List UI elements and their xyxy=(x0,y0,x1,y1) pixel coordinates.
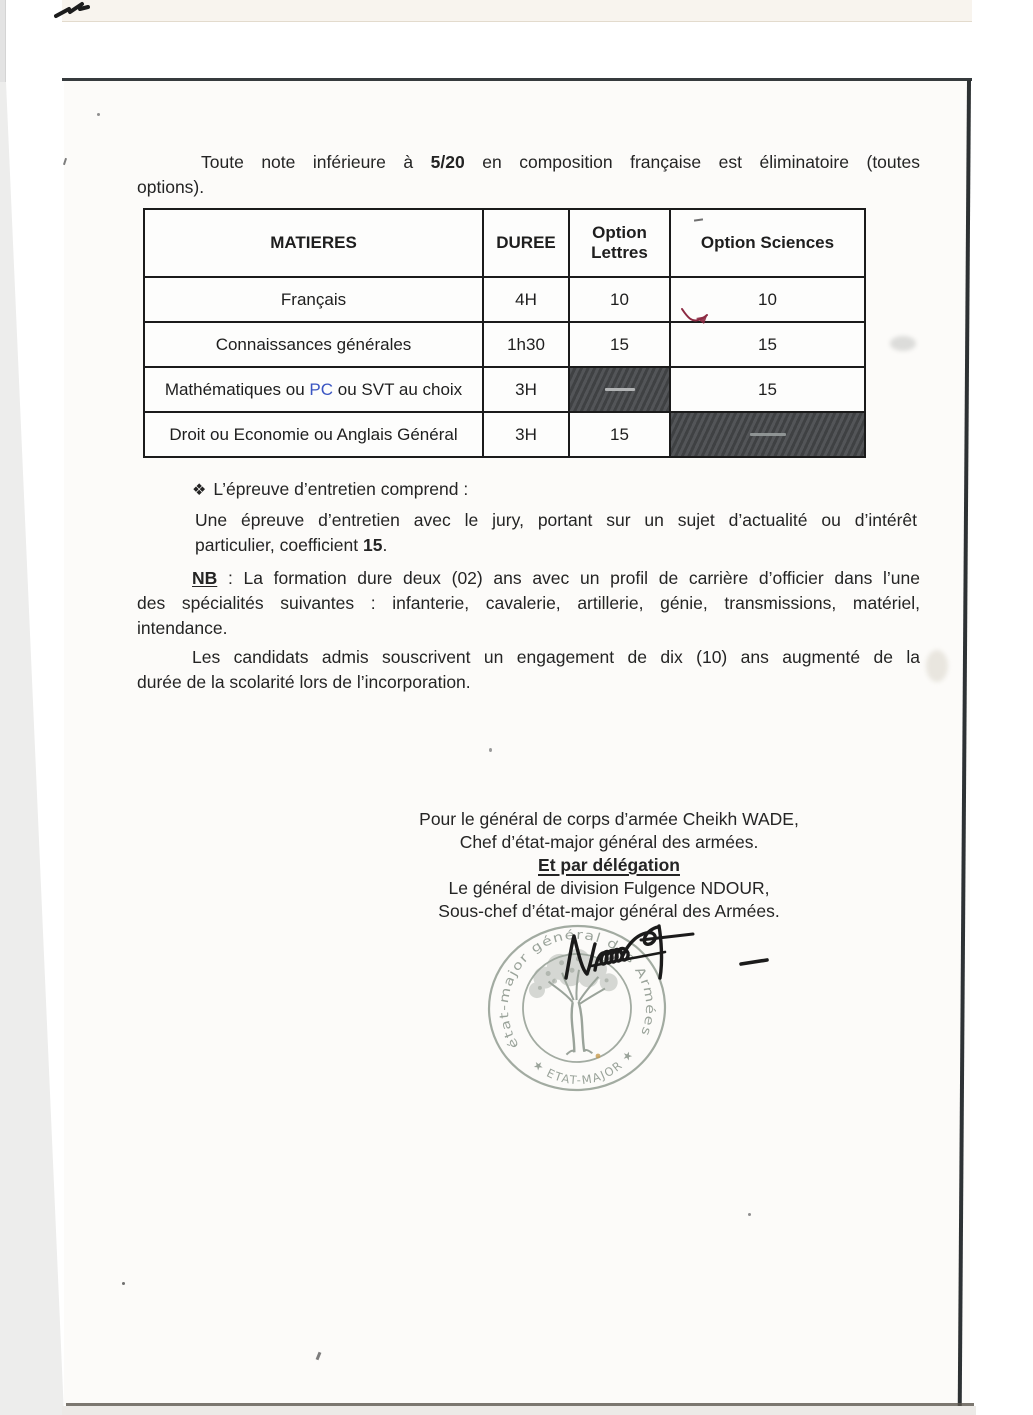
smudge xyxy=(926,650,948,682)
text-line: particulier, coefficient 15. xyxy=(195,535,388,555)
entretien-heading: ❖ L’épreuve d’entretien comprend : xyxy=(192,479,469,499)
delegate-name: Le général de division Fulgence NDOUR, xyxy=(448,878,770,898)
dash-mark xyxy=(750,433,786,436)
ink-speck xyxy=(596,1054,601,1059)
cell-duree: 3H xyxy=(483,367,569,412)
header-matieres: MATIERES xyxy=(144,209,483,277)
delegate-title: Sous-chef d’état-major général des Armées. xyxy=(438,901,780,921)
nb-label: NB xyxy=(192,568,218,588)
dash-mark xyxy=(605,388,635,391)
dust-speck xyxy=(748,1213,751,1216)
signature-block xyxy=(293,808,925,923)
entretien-paragraph xyxy=(195,508,917,558)
page-top-edge xyxy=(62,78,972,81)
bold-coefficient: 15 xyxy=(362,535,383,555)
stamp-ring-text: état-major général des Armées xyxy=(495,926,659,1052)
text-line: intendance. xyxy=(137,618,228,638)
intro-paragraph xyxy=(137,150,920,200)
redacted-cell xyxy=(670,412,865,457)
table-row xyxy=(144,367,865,412)
diamond-bullet-icon: ❖ xyxy=(192,480,207,499)
dust-speck xyxy=(97,113,100,116)
table-header-row xyxy=(144,209,865,277)
signatory-for: Pour le général de corps d’armée Cheikh WADE, xyxy=(419,809,799,829)
cell-duree: 4H xyxy=(483,277,569,322)
highlighted-subject: PC xyxy=(309,379,334,399)
text-line: des spécialités suivantes : infanterie, cavalerie, artillerie, génie, transmissions, matériel, xyxy=(137,593,920,613)
text-line: NB : La formation dure deux (02) ans avec un profil de carrière d’officier dans l’une xyxy=(192,568,920,588)
cell-matiere: Mathématiques ou PC ou SVT au choix xyxy=(144,367,483,412)
handwritten-signature xyxy=(545,922,795,997)
header-option-sciences: Option Sciences xyxy=(670,209,865,277)
dust-speck xyxy=(489,748,492,752)
table-row xyxy=(144,277,865,322)
dust-speck xyxy=(122,1282,125,1285)
text-line: Les candidats admis souscrivent un engagement de dix (10) ans augmenté de la xyxy=(192,647,920,667)
red-check-mark xyxy=(680,306,714,332)
cell-lettres: 15 xyxy=(569,412,670,457)
cell-sciences: 15 xyxy=(670,367,865,412)
cell-lettres: 15 xyxy=(569,322,670,367)
cell-sciences: 15 xyxy=(670,322,865,367)
text-line: durée de la scolarité lors de l’incorporation. xyxy=(137,672,471,692)
text-line: options). xyxy=(137,177,205,197)
bold-grade: 5/20 xyxy=(430,152,465,172)
candidats-paragraph xyxy=(137,645,920,695)
smudge xyxy=(890,336,916,351)
redacted-cell xyxy=(569,367,670,412)
pen-mark-top-left xyxy=(52,0,92,24)
cell-matiere: Connaissances générales xyxy=(144,322,483,367)
delegation-label: Et par délégation xyxy=(538,855,680,875)
nb-paragraph xyxy=(137,566,920,641)
text-line: Une épreuve d’entretien avec le jury, portant sur un sujet d’actualité ou d’intérêt xyxy=(195,510,917,530)
scanner-bed-shadow xyxy=(0,82,66,1415)
cell-duree: 3H xyxy=(483,412,569,457)
text-line: Toute note inférieure à 5/20 en composition française est éliminatoire (toutes xyxy=(201,152,920,172)
header-duree: DUREE xyxy=(483,209,569,277)
header-option-lettres: Option Lettres xyxy=(569,209,670,277)
table-row xyxy=(144,322,865,367)
signatory-title: Chef d’état-major général des armées. xyxy=(459,832,759,852)
stamp-bottom-text: ★ ETAT-MAJOR ★ xyxy=(530,1046,637,1088)
table-row xyxy=(144,412,865,457)
cell-lettres: 10 xyxy=(569,277,670,322)
cell-matiere: Français xyxy=(144,277,483,322)
subjects-table xyxy=(143,208,866,458)
cell-matiere: Droit ou Economie ou Anglais Général xyxy=(144,412,483,457)
cell-sciences: 10 xyxy=(670,277,865,322)
scan-artifact-band xyxy=(62,0,972,22)
cell-duree: 1h30 xyxy=(483,322,569,367)
scan-artifact-bottom xyxy=(62,1406,976,1415)
